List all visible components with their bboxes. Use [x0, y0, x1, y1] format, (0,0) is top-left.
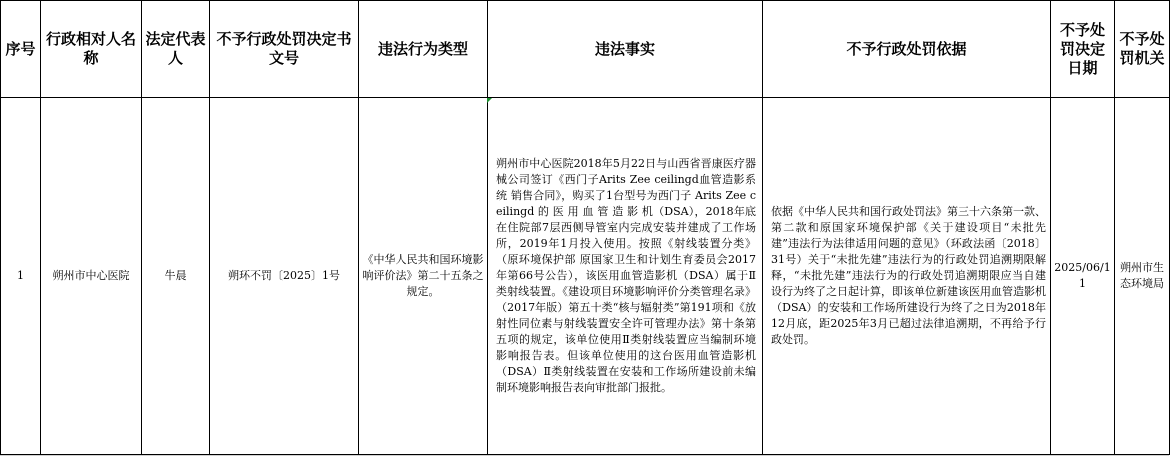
cell-party: 朔州市中心医院 — [41, 98, 142, 455]
header-date: 不予处罚决定日期 — [1051, 1, 1115, 98]
header-doc-no: 不予行政处罚决定书文号 — [210, 1, 359, 98]
header-row — [1, 1, 1170, 98]
cell-index: 1 — [1, 98, 41, 455]
header-basis: 不予行政处罚依据 — [763, 1, 1051, 98]
table-body — [1, 98, 1170, 455]
cell-agency: 朔州市生态环境局 — [1115, 98, 1170, 455]
cell-violation-type: 《中华人民共和国环境影响评价法》第二十五条之规定。 — [359, 98, 488, 455]
cell-facts: 朔州市中心医院2018年5月22日与山西省晋康医疗器械公司签订《西门子Arits Zee ceilingd血管造影系统 销售合同》，购买了1台型号为西门子 Arits Zee ceilingd 的 医 用 血 管 造 影 机（DSA），2018年底在住院部7层西侧导管室内完成安装并建成了工作场所，2019年1月投入使用。按照《射线装置分类》（原环境保护部 原国家卫生和计划生育委员会2017年第66号公告），该医用血管造影机（DSA）属于Ⅱ类射线装置。《建设项目环境影响评价分类管理名录》（2017年版）第五十类“核与辐射类”第191项和《放射性同位素与射线装置安全许可管理办法》第十条第五项的规定，该单位使用Ⅱ类射线装置应当编制环境影响报告表。但该单位使用的这台医用血管造影机（DSA）Ⅱ类射线装置在安装和工作场所建设前未编制环境影响报告表向审批部门报批。 — [488, 98, 763, 455]
header-index: 序号 — [1, 1, 41, 98]
header-legal-rep: 法定代表人 — [142, 1, 210, 98]
header-violation-type: 违法行为类型 — [359, 1, 488, 98]
cell-legal-rep: 牛晨 — [142, 98, 210, 455]
table-header — [1, 1, 1170, 98]
cell-comment-marker — [487, 98, 492, 103]
cell-date: 2025/06/11 — [1051, 98, 1115, 455]
table-row — [1, 98, 1170, 455]
grid-bottom-line — [0, 455, 1169, 456]
cell-doc-no: 朔环不罚〔2025〕1号 — [210, 98, 359, 455]
cell-basis: 依据《中华人民共和国行政处罚法》第三十六条第一款、第二款和原国家环境保护部《关于建设项目“未批先建”违法行为法律适用问题的意见》（环政法函〔2018〕31号）关于“未批先建”违法行为的行政处罚追溯期限解释，“未批先建”违法行为的行政处罚追溯期限应当自建设行为终了之日起计算，即该单位新建该医用血管造影机（DSA）的安装和工作场所建设行为终了之日为2018年12月底，距2025年3月已超过法律追溯期，不再给予行政处罚。 — [763, 98, 1051, 455]
header-facts: 违法事实 — [488, 1, 763, 98]
header-agency: 不予处罚机关 — [1115, 1, 1170, 98]
header-party: 行政相对人名称 — [41, 1, 142, 98]
